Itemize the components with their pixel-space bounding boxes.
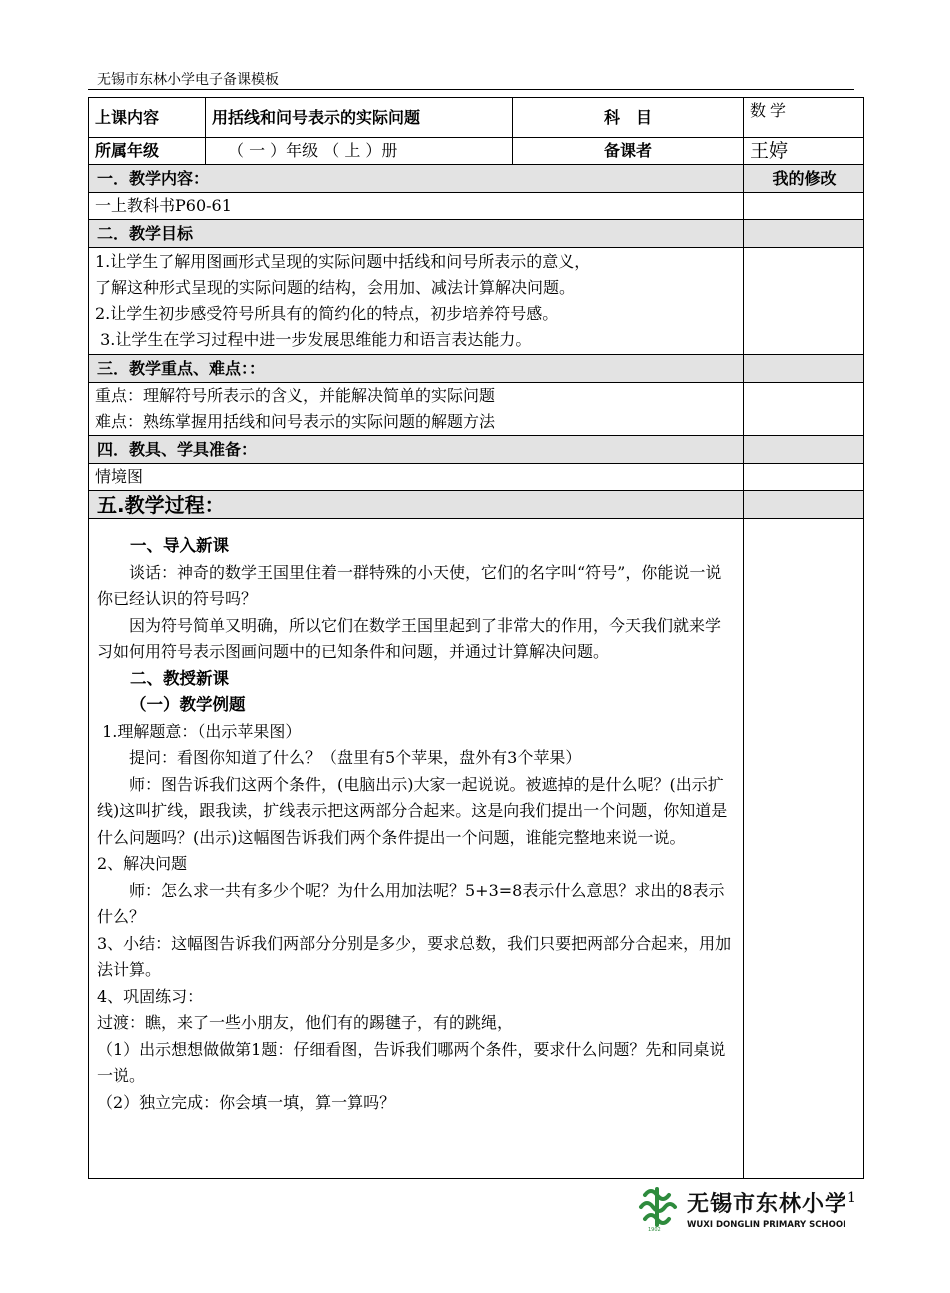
- section-1-header: [89, 165, 864, 193]
- section-5-body: [89, 519, 864, 1179]
- section-4-title: 四．教具、学具准备：: [89, 436, 744, 464]
- objective-line: 了解这种形式呈现的实际问题的结构，会用加、减法计算解决问题。: [95, 278, 576, 297]
- section-1-title: 一．教学内容：: [89, 165, 744, 193]
- section-2-title: 二．教学目标: [89, 220, 744, 248]
- objective-line: 2.让学生初步感受符号所具有的简约化的特点，初步培养符号感。: [95, 304, 559, 323]
- teacher-value: 王婷: [744, 138, 864, 165]
- modify-cell: [744, 383, 864, 436]
- school-logo: [635, 1183, 845, 1233]
- process-paragraph: 3、小结：这幅图告诉我们两部分分别是多少，要求总数，我们只要把两部分合起来，用加法计算。: [97, 933, 732, 979]
- modify-cell: [744, 519, 864, 1179]
- process-paragraph: 2、解决问题: [97, 854, 188, 873]
- objective-line: 1.让学生了解用图画形式呈现的实际问题中括线和问号所表示的意义，: [95, 252, 591, 271]
- modify-cell: [744, 355, 864, 383]
- section-5-title: 五.教学过程：: [89, 491, 744, 519]
- process-paragraph: 谈话：神奇的数学王国里住着一群特殊的小天使，它们的名字叫“符号”，你能说一说你已经认识的符号吗？: [97, 562, 722, 608]
- process-paragraph: 过渡：瞧，来了一些小朋友，他们有的踢毽子，有的跳绳，: [97, 1013, 514, 1032]
- key-point-line: 重点：理解符号所表示的含义，并能解决简单的实际问题: [95, 386, 496, 405]
- process-paragraph: 因为符号简单又明确，所以它们在数学王国里起到了非常大的作用，今天我们就来学习如何用符号表示图画问题中的已知条件和问题，并通过计算解决问题。: [97, 615, 722, 661]
- modify-cell: [744, 491, 864, 519]
- teaching-process-content: [89, 519, 744, 1179]
- section-3-body: [89, 383, 864, 436]
- modify-cell: [744, 436, 864, 464]
- process-heading: 一、导入新课: [130, 536, 229, 555]
- modify-cell: [744, 220, 864, 248]
- process-paragraph: 提问：看图你知道了什么？（盘里有5个苹果，盘外有3个苹果）: [129, 748, 582, 767]
- topic-row: [89, 98, 864, 138]
- school-emblem-icon: [635, 1183, 845, 1233]
- document-header: 无锡市东林小学电子备课模板: [97, 72, 279, 88]
- section-5-header: [89, 491, 864, 519]
- grade-row: [89, 138, 864, 165]
- section-1-body: [89, 193, 864, 220]
- difficulty-line: 难点：熟练掌握用括线和问号表示的实际问题的解题方法: [95, 412, 496, 431]
- process-paragraph: 1.理解题意：（出示苹果图）: [97, 721, 302, 741]
- process-paragraph: （2）独立完成：你会填一填，算一算吗？: [97, 1092, 396, 1112]
- objective-line: 3.让学生在学习过程中进一步发展思维能力和语言表达能力。: [95, 330, 532, 349]
- topic-value: 用括线和问号表示的实际问题: [206, 98, 513, 138]
- section-3-title: 三．教学重点、难点：：: [89, 355, 744, 383]
- logo-year: 1902: [648, 1227, 661, 1233]
- modify-cell: [744, 248, 864, 355]
- process-heading: 二、教授新课: [130, 668, 229, 688]
- grade-value: （ 一 ）年级 （ 上 ）册: [206, 138, 513, 165]
- lesson-plan-table: [88, 97, 864, 1179]
- section-3-header: [89, 355, 864, 383]
- process-paragraph: 师：图告诉我们这两个条件，(电脑出示)大家一起说说。被遮掉的是什么呢？(出示扩线)这叫扩线，跟我读，扩线表示把这两部分合起来。这是向我们提出一个问题，你知道是什么问题吗？(出示)这幅图告诉我们两个条件提出一个问题，谁能完整地来说一说。: [97, 774, 728, 847]
- topic-label: 上课内容: [89, 98, 206, 138]
- school-name-en: WUXI DONGLIN PRIMARY SCHOOL: [687, 1220, 845, 1230]
- school-name-cn: 无锡市东林小学: [687, 1191, 845, 1217]
- section-3-content: [89, 383, 744, 436]
- section-4-header: [89, 436, 864, 464]
- process-paragraph: （1）出示想想做做第1题：仔细看图，告诉我们哪两个条件，要求什么问题？先和同桌说一说。: [97, 1039, 726, 1085]
- section-2-header: [89, 220, 864, 248]
- grade-label: 所属年级: [89, 138, 206, 165]
- process-paragraph: 师：怎么求一共有多少个呢？为什么用加法呢？5+3=8表示什么意思？求出的8表示什么？: [97, 880, 725, 926]
- subject-label: 科 目: [513, 98, 744, 138]
- subject-value: 数学: [744, 98, 864, 138]
- modify-column-label: 我的修改: [744, 165, 864, 193]
- header-rule: [88, 89, 854, 90]
- section-2-content: [89, 248, 744, 355]
- section-1-content: 一上教科书P60-61: [89, 193, 744, 220]
- process-paragraph: 4、巩固练习：: [97, 986, 204, 1006]
- process-heading: （一）教学例题: [130, 695, 246, 714]
- teacher-label: 备课者: [513, 138, 744, 165]
- modify-cell: [744, 464, 864, 491]
- section-2-body: [89, 248, 864, 355]
- modify-cell: [744, 193, 864, 220]
- section-4-body: [89, 464, 864, 491]
- page-number: 1: [847, 1190, 856, 1206]
- section-4-content: 情境图: [89, 464, 744, 491]
